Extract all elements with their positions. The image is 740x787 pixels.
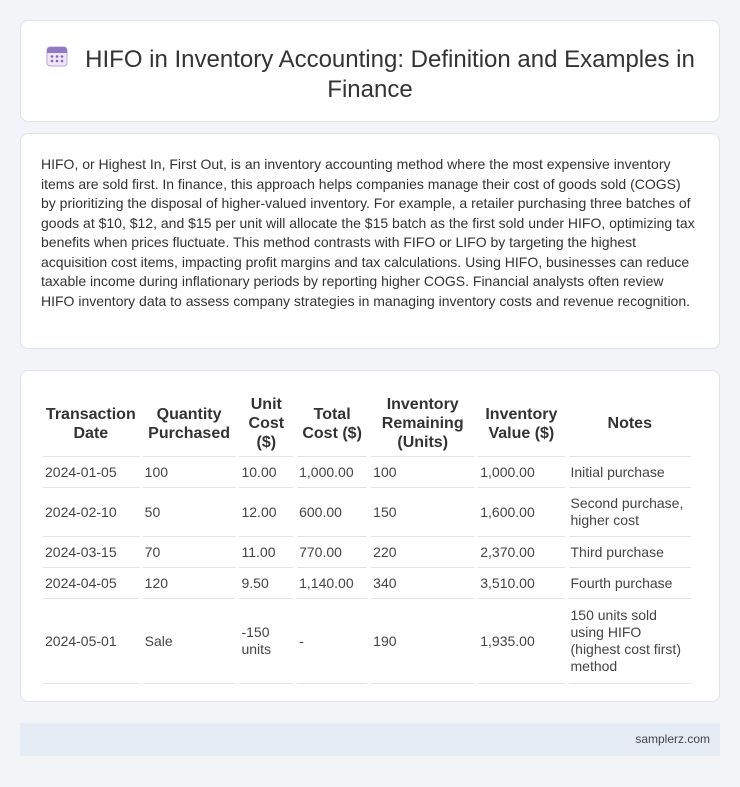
table-row [43, 457, 691, 488]
cell-date: 2024-04-05 [43, 568, 139, 599]
cell-quantity: Sale [143, 599, 236, 684]
cell-quantity: 120 [143, 568, 236, 599]
cell-unit-cost: 10.00 [239, 457, 293, 488]
table-row [43, 568, 691, 599]
cell-notes: Third purchase [569, 537, 692, 568]
inventory-table [39, 391, 695, 684]
calendar-icon [45, 44, 69, 68]
cell-quantity: 50 [143, 488, 236, 537]
description-text: HIFO, or Highest In, First Out, is an inventory accounting method where the most expensive inventory items are sold first. In finance, this approach helps companies manage their cost of goods sold (COGS) by prioritizing the disposal of higher-valued inventory. For example, a retailer purchasing three batches of goods at $10, $12, and $15 per unit will allocate the $15 batch as the first sold under HIFO, optimizing tax benefits when prices fluctuate. This method contrasts with FIFO or LIFO by targeting the highest acquisition cost items, impacting profit margins and tax calculations. Using HIFO, businesses can reduce taxable income during inflationary periods by reporting higher COGS. Financial analysts often review HIFO inventory data to assess company strategies in managing inventory costs and revenue recognition. [41, 156, 695, 309]
cell-unit-cost: 9.50 [239, 568, 293, 599]
table-row [43, 599, 691, 684]
cell-notes: Fourth purchase [569, 568, 692, 599]
cell-total-cost: - [297, 599, 367, 684]
cell-notes: Initial purchase [569, 457, 692, 488]
cell-total-cost: 1,000.00 [297, 457, 367, 488]
cell-notes: 150 units sold using HIFO (highest cost first) method [569, 599, 692, 684]
page-title [41, 45, 699, 105]
cell-quantity: 100 [143, 457, 236, 488]
footer [20, 723, 720, 756]
cell-date: 2024-02-10 [43, 488, 139, 537]
title-wrap [41, 45, 699, 105]
header-inventory-value: Inventory Value ($) [478, 391, 564, 457]
page-title-text: HIFO in Inventory Accounting: Definition and Examples in Finance [85, 46, 695, 103]
cell-unit-cost: 11.00 [239, 537, 293, 568]
cell-remaining: 190 [371, 599, 474, 684]
cell-value: 3,510.00 [478, 568, 564, 599]
header-inventory-remaining: Inventory Remaining (Units) [371, 391, 474, 457]
cell-date: 2024-05-01 [43, 599, 139, 684]
cell-date: 2024-03-15 [43, 537, 139, 568]
table-header-row [43, 391, 691, 457]
cell-unit-cost: -150 units [239, 599, 293, 684]
cell-total-cost: 770.00 [297, 537, 367, 568]
header-notes: Notes [569, 391, 692, 457]
cell-total-cost: 600.00 [297, 488, 367, 537]
cell-notes: Second purchase, higher cost [569, 488, 692, 537]
header-quantity-purchased: Quantity Purchased [143, 391, 236, 457]
cell-value: 1,935.00 [478, 599, 564, 684]
cell-value: 2,370.00 [478, 537, 564, 568]
cell-remaining: 150 [371, 488, 474, 537]
cell-remaining: 100 [371, 457, 474, 488]
cell-unit-cost: 12.00 [239, 488, 293, 537]
header-total-cost: Total Cost ($) [297, 391, 367, 457]
table-row [43, 488, 691, 537]
cell-total-cost: 1,140.00 [297, 568, 367, 599]
cell-date: 2024-01-05 [43, 457, 139, 488]
title-card [20, 20, 720, 122]
table-row [43, 537, 691, 568]
cell-value: 1,000.00 [478, 457, 564, 488]
footer-site-link[interactable]: samplerz.com [635, 732, 710, 746]
table-card [20, 370, 720, 702]
header-transaction-date: Transaction Date [43, 391, 139, 457]
header-unit-cost: Unit Cost ($) [239, 391, 293, 457]
cell-quantity: 70 [143, 537, 236, 568]
cell-value: 1,600.00 [478, 488, 564, 537]
cell-remaining: 340 [371, 568, 474, 599]
description-card [20, 133, 720, 349]
cell-remaining: 220 [371, 537, 474, 568]
